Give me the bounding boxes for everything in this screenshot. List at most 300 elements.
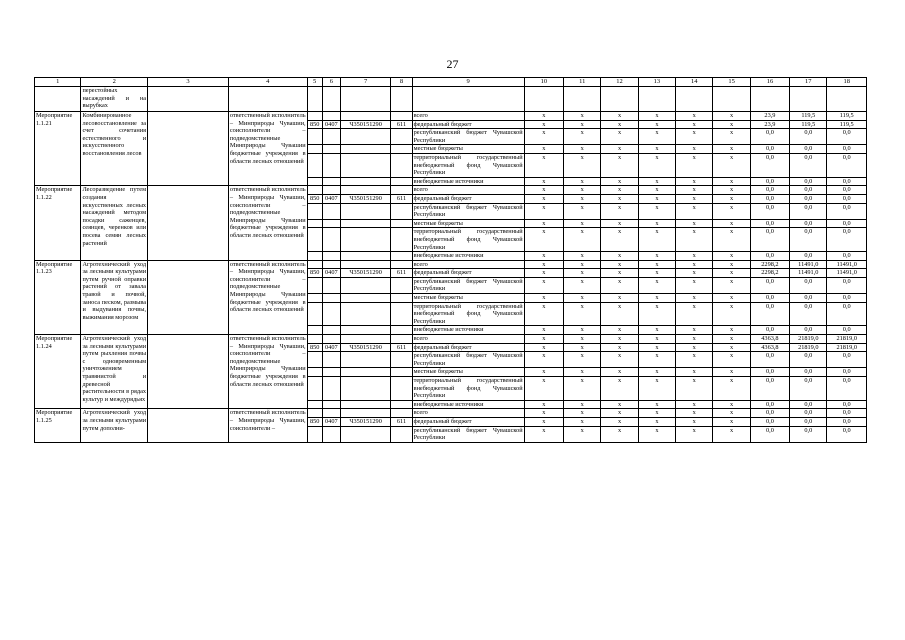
goal-cell <box>148 260 229 334</box>
year-value-x: x <box>713 302 750 326</box>
year-value-x: x <box>638 145 675 154</box>
funding-source: республиканский бюджет Чувашской Республики <box>413 426 523 442</box>
empty-code-cell <box>322 177 340 186</box>
event-type-cell: Мероприятие 1.1.22 <box>35 186 81 260</box>
year-value-x: x <box>601 335 638 344</box>
year-value-x: x <box>601 177 638 186</box>
empty-code-cell <box>307 352 322 368</box>
year-value-x: x <box>524 377 563 401</box>
grbs-code: 850 <box>307 120 322 129</box>
year-value: 11491,0 <box>790 269 827 278</box>
year-value: 0,0 <box>790 368 827 377</box>
funding-source: республиканский бюджет Чувашской Республики <box>413 277 523 293</box>
year-value-x: x <box>564 129 601 145</box>
empty-cell <box>750 87 789 112</box>
empty-code-cell <box>307 129 322 145</box>
year-value-x: x <box>713 252 750 261</box>
empty-code-cell <box>340 203 390 219</box>
year-value-x: x <box>564 409 601 418</box>
empty-code-cell <box>322 400 340 409</box>
year-value: 2298,2 <box>750 269 789 278</box>
funding-source: республиканский бюджет Чувашской Республики <box>413 129 523 144</box>
year-value-x: x <box>564 426 601 442</box>
empty-code-cell <box>322 368 340 377</box>
empty-code-cell <box>340 368 390 377</box>
year-value-x: x <box>638 203 675 219</box>
empty-cell <box>322 87 340 112</box>
year-value: 0,0 <box>750 400 789 409</box>
year-value: 119,5 <box>790 120 827 129</box>
empty-code-cell <box>391 112 412 121</box>
empty-code-cell <box>391 326 412 335</box>
empty-code-cell <box>340 219 390 228</box>
year-value-x: x <box>564 400 601 409</box>
event-type-cell: Мероприятие 1.1.21 <box>35 112 81 186</box>
empty-code-cell <box>322 145 340 154</box>
year-value: 0,0 <box>750 352 789 368</box>
year-value: 0,0 <box>827 302 867 326</box>
column-number-cell: 14 <box>676 78 713 87</box>
year-value-x: x <box>713 326 750 335</box>
year-value-x: x <box>676 343 713 352</box>
year-value-x: x <box>564 120 601 129</box>
year-value-x: x <box>638 260 675 269</box>
year-value: 0,0 <box>827 145 867 154</box>
funding-source: территориальный государственный внебюджетный фонд Чувашской Республики <box>413 302 523 325</box>
year-value: 0,0 <box>827 417 867 426</box>
year-value-x: x <box>524 194 563 203</box>
year-value-x: x <box>676 294 713 303</box>
funding-source: республиканский бюджет Чувашской Республики <box>413 352 523 367</box>
year-value-x: x <box>524 302 563 326</box>
year-value-x: x <box>713 368 750 377</box>
empty-cell <box>307 87 322 112</box>
year-value-x: x <box>638 219 675 228</box>
year-value-x: x <box>524 203 563 219</box>
funding-source: внебюджетные источники <box>412 177 524 186</box>
grbs-code: 850 <box>307 343 322 352</box>
year-value-x: x <box>676 352 713 368</box>
year-value-x: x <box>564 368 601 377</box>
year-value: 11491,0 <box>827 269 867 278</box>
year-value-x: x <box>601 426 638 442</box>
year-value-x: x <box>638 120 675 129</box>
column-number-cell: 6 <box>322 78 340 87</box>
empty-code-cell <box>307 426 322 442</box>
year-value-x: x <box>676 228 713 252</box>
year-value-x: x <box>713 409 750 418</box>
empty-code-cell <box>307 294 322 303</box>
year-value: 0,0 <box>790 129 827 145</box>
year-value-x: x <box>638 252 675 261</box>
year-value-x: x <box>601 129 638 145</box>
year-value-x: x <box>713 112 750 121</box>
year-value-x: x <box>564 228 601 252</box>
year-value: 0,0 <box>827 326 867 335</box>
empty-cell <box>638 87 675 112</box>
year-value-x: x <box>713 194 750 203</box>
year-value-x: x <box>524 153 563 177</box>
empty-code-cell <box>340 400 390 409</box>
year-value-x: x <box>601 145 638 154</box>
year-value-x: x <box>638 294 675 303</box>
year-value-x: x <box>564 302 601 326</box>
year-value-x: x <box>676 417 713 426</box>
empty-code-cell <box>322 326 340 335</box>
empty-cell <box>391 87 412 112</box>
empty-code-cell <box>340 177 390 186</box>
empty-code-cell <box>307 400 322 409</box>
funding-source: местные бюджеты <box>412 145 524 154</box>
funding-source: местные бюджеты <box>412 368 524 377</box>
year-value: 0,0 <box>827 219 867 228</box>
event-name-cell: Агротехнический уход за лесными культурами путем рыхления почвы с одновременным уничтожением травянистой и древесной растительности в рядах культур и междурядьях <box>81 335 148 409</box>
empty-code-cell <box>322 252 340 261</box>
vr-code: 611 <box>391 343 412 352</box>
year-value-x: x <box>601 153 638 177</box>
table-row <box>35 112 867 121</box>
year-value: 0,0 <box>790 426 827 442</box>
year-value: 21819,0 <box>790 335 827 344</box>
year-value: 0,0 <box>827 129 867 145</box>
year-value: 0,0 <box>790 219 827 228</box>
empty-code-cell <box>322 186 340 195</box>
year-value-x: x <box>524 426 563 442</box>
year-value-x: x <box>601 186 638 195</box>
year-value: 11491,0 <box>827 260 867 269</box>
year-value: 0,0 <box>827 252 867 261</box>
empty-cell <box>148 87 229 112</box>
empty-code-cell <box>391 145 412 154</box>
year-value-x: x <box>564 277 601 293</box>
empty-code-cell <box>391 219 412 228</box>
empty-code-cell <box>322 409 340 418</box>
empty-code-cell <box>391 153 412 177</box>
empty-cell <box>412 87 524 112</box>
rzpr-code: 0407 <box>322 194 340 203</box>
year-value-x: x <box>676 335 713 344</box>
year-value-x: x <box>524 343 563 352</box>
year-value-x: x <box>676 219 713 228</box>
year-value: 0,0 <box>750 219 789 228</box>
year-value-x: x <box>676 252 713 261</box>
year-value-x: x <box>601 368 638 377</box>
empty-code-cell <box>340 228 390 252</box>
year-value: 0,0 <box>827 153 867 177</box>
year-value-x: x <box>676 377 713 401</box>
year-value-x: x <box>564 153 601 177</box>
year-value-x: x <box>601 343 638 352</box>
event-name-cell: Агротехнический уход за лесными культурами путем дополни- <box>81 409 148 442</box>
column-number-cell: 12 <box>601 78 638 87</box>
empty-code-cell <box>307 145 322 154</box>
year-value: 0,0 <box>827 400 867 409</box>
funding-source: территориальный государственный внебюджетный фонд Чувашской Республики <box>413 153 523 177</box>
csr-code: Ч350151290 <box>340 343 390 352</box>
year-value-x: x <box>676 368 713 377</box>
year-value-x: x <box>564 269 601 278</box>
empty-code-cell <box>322 352 340 368</box>
column-number-cell: 18 <box>827 78 867 87</box>
funding-source: федеральный бюджет <box>412 343 524 352</box>
year-value: 0,0 <box>790 228 827 252</box>
year-value: 0,0 <box>750 145 789 154</box>
empty-code-cell <box>307 153 322 177</box>
event-type-cell: Мероприятие 1.1.23 <box>35 260 81 334</box>
empty-code-cell <box>307 186 322 195</box>
year-value-x: x <box>564 177 601 186</box>
vr-code: 611 <box>391 194 412 203</box>
funding-source: территориальный государственный внебюджетный фонд Чувашской Республики <box>413 377 523 400</box>
funding-source: всего <box>412 335 524 344</box>
year-value-x: x <box>713 177 750 186</box>
empty-code-cell <box>340 326 390 335</box>
year-value-x: x <box>601 269 638 278</box>
year-value: 23,9 <box>750 120 789 129</box>
event-name-cell: Агротехнический уход за лесными культурами путем ручной оправки растений от завала травой и почвой, заноса песком, размыва и выдувания почвы, выжимания морозом <box>81 260 148 334</box>
empty-code-cell <box>307 112 322 121</box>
empty-cell <box>827 87 867 112</box>
empty-cell <box>790 87 827 112</box>
year-value-x: x <box>638 400 675 409</box>
empty-code-cell <box>340 335 390 344</box>
grbs-code: 850 <box>307 417 322 426</box>
goal-cell <box>148 186 229 260</box>
year-value-x: x <box>601 302 638 326</box>
year-value: 0,0 <box>750 302 789 326</box>
year-value-x: x <box>524 277 563 293</box>
empty-code-cell <box>391 409 412 418</box>
vr-code: 611 <box>391 417 412 426</box>
empty-code-cell <box>340 112 390 121</box>
empty-code-cell <box>307 177 322 186</box>
empty-cell <box>340 87 390 112</box>
empty-code-cell <box>322 129 340 145</box>
empty-code-cell <box>307 409 322 418</box>
header-row <box>35 78 867 87</box>
year-value-x: x <box>638 302 675 326</box>
empty-code-cell <box>391 186 412 195</box>
year-value-x: x <box>601 409 638 418</box>
year-value: 0,0 <box>827 352 867 368</box>
year-value: 0,0 <box>750 409 789 418</box>
executor-cell: ответственный исполнитель – Минприроды Чувашии, соисполнители – подведомственные Минприроды Чувашии бюджетные учреждения в области лесных отношений <box>228 112 307 186</box>
year-value: 2298,2 <box>750 260 789 269</box>
year-value-x: x <box>676 277 713 293</box>
year-value: 4363,8 <box>750 335 789 344</box>
event-name-cell: Лесоразведение путем создания искусственных лесных насаждений методом посадки саженцев, сеянцев, черенков или посева семян лесных растений <box>81 186 148 260</box>
year-value-x: x <box>676 260 713 269</box>
year-value: 0,0 <box>827 426 867 442</box>
year-value: 0,0 <box>750 228 789 252</box>
year-value-x: x <box>601 203 638 219</box>
empty-code-cell <box>391 177 412 186</box>
column-number-cell: 11 <box>564 78 601 87</box>
year-value-x: x <box>713 145 750 154</box>
year-value-x: x <box>524 417 563 426</box>
goal-cell <box>148 335 229 409</box>
year-value-x: x <box>564 203 601 219</box>
year-value: 0,0 <box>750 186 789 195</box>
empty-code-cell <box>391 260 412 269</box>
year-value-x: x <box>676 186 713 195</box>
empty-code-cell <box>307 260 322 269</box>
empty-code-cell <box>307 277 322 293</box>
empty-code-cell <box>391 368 412 377</box>
empty-code-cell <box>391 377 412 401</box>
funding-source: внебюджетные источники <box>412 400 524 409</box>
vr-code: 611 <box>391 120 412 129</box>
empty-code-cell <box>322 302 340 326</box>
empty-code-cell <box>391 352 412 368</box>
funding-source: федеральный бюджет <box>412 269 524 278</box>
column-number-cell: 9 <box>412 78 524 87</box>
year-value-x: x <box>564 352 601 368</box>
rzpr-code: 0407 <box>322 417 340 426</box>
year-value-x: x <box>524 228 563 252</box>
year-value-x: x <box>524 120 563 129</box>
year-value-x: x <box>713 153 750 177</box>
year-value-x: x <box>676 400 713 409</box>
empty-cell <box>676 87 713 112</box>
funding-source: федеральный бюджет <box>412 194 524 203</box>
year-value: 0,0 <box>827 294 867 303</box>
year-value: 0,0 <box>790 177 827 186</box>
empty-code-cell <box>307 228 322 252</box>
year-value: 0,0 <box>790 145 827 154</box>
year-value: 0,0 <box>790 302 827 326</box>
empty-code-cell <box>340 260 390 269</box>
continuation-text: перестойных насаждений и на вырубках <box>81 87 148 112</box>
empty-code-cell <box>340 426 390 442</box>
table-row <box>35 409 867 418</box>
empty-code-cell <box>322 153 340 177</box>
year-value: 0,0 <box>790 252 827 261</box>
year-value: 0,0 <box>750 326 789 335</box>
year-value-x: x <box>524 294 563 303</box>
empty-code-cell <box>322 335 340 344</box>
year-value-x: x <box>676 203 713 219</box>
year-value: 23,9 <box>750 112 789 121</box>
empty-code-cell <box>322 219 340 228</box>
year-value-x: x <box>564 294 601 303</box>
year-value: 0,0 <box>750 368 789 377</box>
year-value-x: x <box>524 186 563 195</box>
empty-code-cell <box>307 368 322 377</box>
year-value-x: x <box>713 277 750 293</box>
funding-source: местные бюджеты <box>412 219 524 228</box>
year-value-x: x <box>713 400 750 409</box>
year-value-x: x <box>713 294 750 303</box>
year-value-x: x <box>713 228 750 252</box>
year-value-x: x <box>638 177 675 186</box>
year-value: 0,0 <box>827 368 867 377</box>
year-value: 11491,0 <box>790 260 827 269</box>
year-value: 0,0 <box>750 153 789 177</box>
year-value-x: x <box>564 219 601 228</box>
year-value-x: x <box>601 326 638 335</box>
funding-source: всего <box>412 112 524 121</box>
year-value: 0,0 <box>750 129 789 145</box>
year-value-x: x <box>638 112 675 121</box>
empty-code-cell <box>340 145 390 154</box>
year-value-x: x <box>638 343 675 352</box>
year-value: 0,0 <box>827 377 867 401</box>
column-number-cell: 13 <box>638 78 675 87</box>
rzpr-code: 0407 <box>322 343 340 352</box>
column-number-cell: 4 <box>228 78 307 87</box>
funding-source: территориальный государственный внебюджетный фонд Чувашской Республики <box>413 228 523 251</box>
grbs-code: 850 <box>307 194 322 203</box>
year-value: 0,0 <box>790 400 827 409</box>
year-value-x: x <box>676 409 713 418</box>
event-type-cell: Мероприятие 1.1.25 <box>35 409 81 442</box>
year-value-x: x <box>713 219 750 228</box>
funding-source: всего <box>412 409 524 418</box>
executor-cell: ответственный исполнитель – Минприроды Чувашии, соисполнители – подведомственные Минприроды Чувашии бюджетные учреждения в области лесных отношений <box>228 335 307 409</box>
year-value: 0,0 <box>790 409 827 418</box>
empty-code-cell <box>391 277 412 293</box>
year-value-x: x <box>524 219 563 228</box>
year-value: 0,0 <box>790 377 827 401</box>
year-value-x: x <box>638 129 675 145</box>
empty-code-cell <box>307 219 322 228</box>
year-value: 0,0 <box>750 203 789 219</box>
event-type-cell: Мероприятие 1.1.24 <box>35 335 81 409</box>
year-value: 0,0 <box>827 277 867 293</box>
year-value-x: x <box>564 112 601 121</box>
empty-code-cell <box>340 409 390 418</box>
empty-code-cell <box>391 252 412 261</box>
empty-code-cell <box>340 377 390 401</box>
year-value-x: x <box>524 145 563 154</box>
empty-cell <box>228 87 307 112</box>
year-value-x: x <box>524 368 563 377</box>
year-value-x: x <box>564 417 601 426</box>
year-value-x: x <box>524 269 563 278</box>
year-value-x: x <box>638 426 675 442</box>
year-value-x: x <box>524 326 563 335</box>
year-value-x: x <box>676 112 713 121</box>
year-value-x: x <box>676 269 713 278</box>
column-number-cell: 5 <box>307 78 322 87</box>
year-value-x: x <box>638 326 675 335</box>
empty-code-cell <box>340 153 390 177</box>
year-value-x: x <box>601 112 638 121</box>
empty-code-cell <box>391 302 412 326</box>
year-value-x: x <box>713 129 750 145</box>
year-value: 4363,8 <box>750 343 789 352</box>
empty-code-cell <box>307 252 322 261</box>
year-value: 21819,0 <box>827 335 867 344</box>
empty-code-cell <box>322 228 340 252</box>
year-value: 0,0 <box>790 326 827 335</box>
empty-code-cell <box>391 400 412 409</box>
year-value: 0,0 <box>790 277 827 293</box>
year-value: 0,0 <box>790 203 827 219</box>
year-value: 0,0 <box>750 252 789 261</box>
empty-code-cell <box>340 252 390 261</box>
csr-code: Ч350151290 <box>340 194 390 203</box>
program-table <box>34 77 867 443</box>
year-value: 0,0 <box>827 177 867 186</box>
empty-code-cell <box>340 294 390 303</box>
executor-cell: ответственный исполнитель – Минприроды Чувашии, соисполнители – подведомственные Минприроды Чувашии бюджетные учреждения в области лесных отношений <box>228 186 307 260</box>
year-value: 0,0 <box>827 409 867 418</box>
column-number-cell: 1 <box>35 78 81 87</box>
year-value-x: x <box>524 409 563 418</box>
funding-source: федеральный бюджет <box>412 120 524 129</box>
